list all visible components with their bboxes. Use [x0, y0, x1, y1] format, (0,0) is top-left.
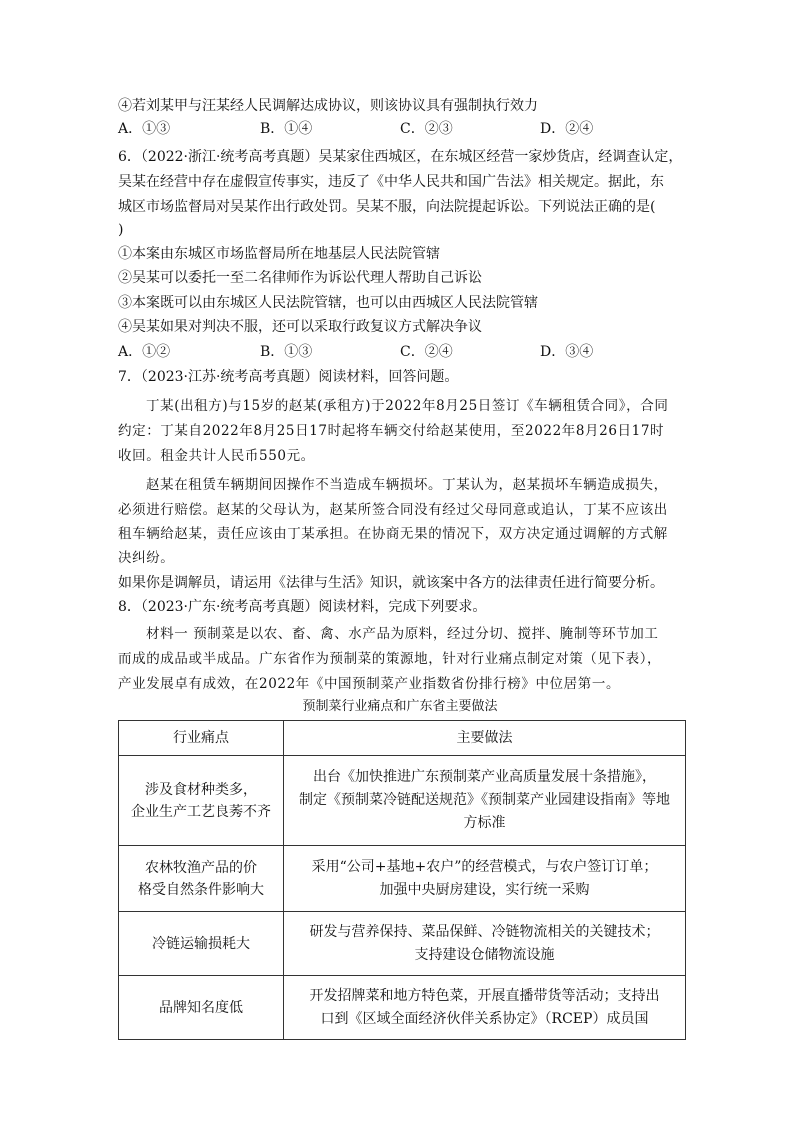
- q7-material-line: 约定：丁某自2022年8月25日17时起将车辆交付给赵某使用，至2022年8月26日17时: [118, 423, 665, 439]
- q7-stem: 7．（2023·江苏·统考高考真题）阅读材料，回答问题。: [118, 369, 459, 385]
- cell-line: 口到《区域全面经济伙伴关系协定》（RCEP）成员国: [320, 1010, 649, 1027]
- cell-line: 企业生产工艺良莠不齐: [131, 803, 271, 820]
- q6-item-4: ④吴某如果对判决不服，还可以采取行政复议方式解决争议: [118, 319, 482, 335]
- q6-option-d[interactable]: D．③④: [540, 344, 594, 360]
- pain-cell: [119, 756, 284, 846]
- table-caption: 预制菜行业痛点和广东省主要做法: [302, 699, 498, 714]
- q6-stem-line: ): [118, 222, 124, 238]
- cell-line: 品牌知名度低: [159, 999, 243, 1016]
- q7-material-line: 必须进行赔偿。赵某的父母认为，赵某所签合同没有经过父母同意或追认，丁某不应该出: [118, 502, 668, 518]
- cell-line: 冷链运输损耗大: [152, 935, 250, 952]
- q5-option-d[interactable]: D．②④: [540, 121, 594, 137]
- measure-cell: [284, 846, 686, 912]
- table-header-cell: 主要做法: [284, 721, 686, 756]
- table-row: [119, 756, 686, 846]
- cell-line: 涉及食材种类多，: [145, 781, 257, 798]
- table-header-row: [119, 721, 686, 756]
- q6-stem-line: 6．（2022·浙江·统考高考真题）吴某家住西城区，在东城区经营一家炒货店，经调查认定，: [118, 149, 683, 165]
- table-row: [119, 976, 686, 1040]
- cell-line: 采用“公司+基地+农户”的经营模式，与农户签订订单；: [311, 858, 658, 875]
- q6-option-b[interactable]: B．①③: [260, 344, 313, 360]
- q8-stem: 8．（2023·广东·统考高考真题）阅读材料，完成下列要求。: [118, 599, 487, 615]
- q5-item-4: ④若刘某甲与汪某经人民调解达成协议，则该协议具有强制执行效力: [118, 98, 538, 114]
- cell-line: 方标准: [463, 815, 506, 831]
- q8-material-line: 而成的成品或半成品。广东省作为预制菜的策源地，针对行业痛点制定对策（见下表），: [118, 651, 662, 667]
- table-header-cell: 行业痛点: [119, 721, 284, 756]
- cell-line: 支持建设仓储物流设施: [414, 946, 555, 963]
- cell-line: 研发与营养保持、菜品保鲜、冷链物流相关的关键技术；: [309, 923, 660, 940]
- q8-material-line: 材料一 预制菜是以农、畜、禽、水产品为原料，经过分切、搅拌、腌制等环节加工: [146, 626, 659, 642]
- cell-line: 出台《加快推进广东预制菜产业高质量发展十条措施》，: [313, 769, 656, 785]
- pain-cell: [119, 976, 284, 1040]
- cell-line: 加强中央厨房建设，实行统一采购: [379, 881, 590, 898]
- q7-material-line: 赵某在租赁车辆期间因操作不当造成车辆损坏。丁某认为，赵某损坏车辆造成损失，: [146, 477, 668, 493]
- measure-cell: [284, 976, 686, 1040]
- q6-stem-line: 城区市场监督局对吴某作出行政处罚。吴某不服，向法院提起诉讼。下列说法正确的是(: [118, 199, 656, 215]
- q7-question: 如果你是调解员，请运用《法律与生活》知识，就该案中各方的法律责任进行简要分析。: [118, 575, 664, 591]
- q8-material-line: 产业发展卓有成效，在2022年《中国预制菜产业指数省份排行榜》中位居第一。: [118, 676, 621, 692]
- table-row: [119, 912, 686, 976]
- cell-line: 农林牧渔产品的价: [145, 859, 257, 876]
- cell-line: 开发招牌菜和地方特色菜，开展直播带货等活动；支持出: [309, 987, 660, 1004]
- q5-option-a[interactable]: A．①③: [118, 121, 171, 137]
- measure-cell: [284, 912, 686, 976]
- q6-option-c[interactable]: C．②④: [400, 344, 453, 360]
- q7-material-line: 决纠纷。: [118, 550, 175, 566]
- pain-cell: [119, 912, 284, 976]
- q6-option-a[interactable]: A．①②: [118, 344, 171, 360]
- q7-material-line: 丁某(出租方)与15岁的赵某(承租方)于2022年8月25日签订《车辆租赁合同》，合同: [146, 398, 669, 414]
- q6-item-2: ②吴某可以委托一至二名律师作为诉讼代理人帮助自己诉讼: [118, 270, 482, 286]
- q6-item-3: ③本案既可以由东城区人民法院管辖，也可以由西城区人民法院管辖: [118, 295, 538, 311]
- q5-option-c[interactable]: C．②③: [400, 121, 453, 137]
- q6-stem-line: 吴某在经营中存在虚假宣传事实，违反了《中华人民共和国广告法》相关规定。据此，东: [118, 174, 664, 190]
- q7-material-line: 租车辆给赵某，责任应该由丁某承担。在协商无果的情况下，双方决定通过调解的方式解: [118, 526, 668, 542]
- table-row: [119, 846, 686, 912]
- q5-option-b[interactable]: B．①④: [260, 121, 313, 137]
- q7-material-line: 收回。租金共计人民币550元。: [118, 448, 315, 464]
- pain-cell: [119, 846, 284, 912]
- measures-table: [118, 720, 686, 1040]
- measure-cell: [284, 756, 686, 846]
- cell-line: 制定《预制菜冷链配送规范》《预制菜产业园建设指南》等地: [299, 792, 670, 808]
- q6-item-1: ①本案由东城区市场监督局所在地基层人民法院管辖: [118, 246, 440, 262]
- cell-line: 格受自然条件影响大: [138, 881, 264, 898]
